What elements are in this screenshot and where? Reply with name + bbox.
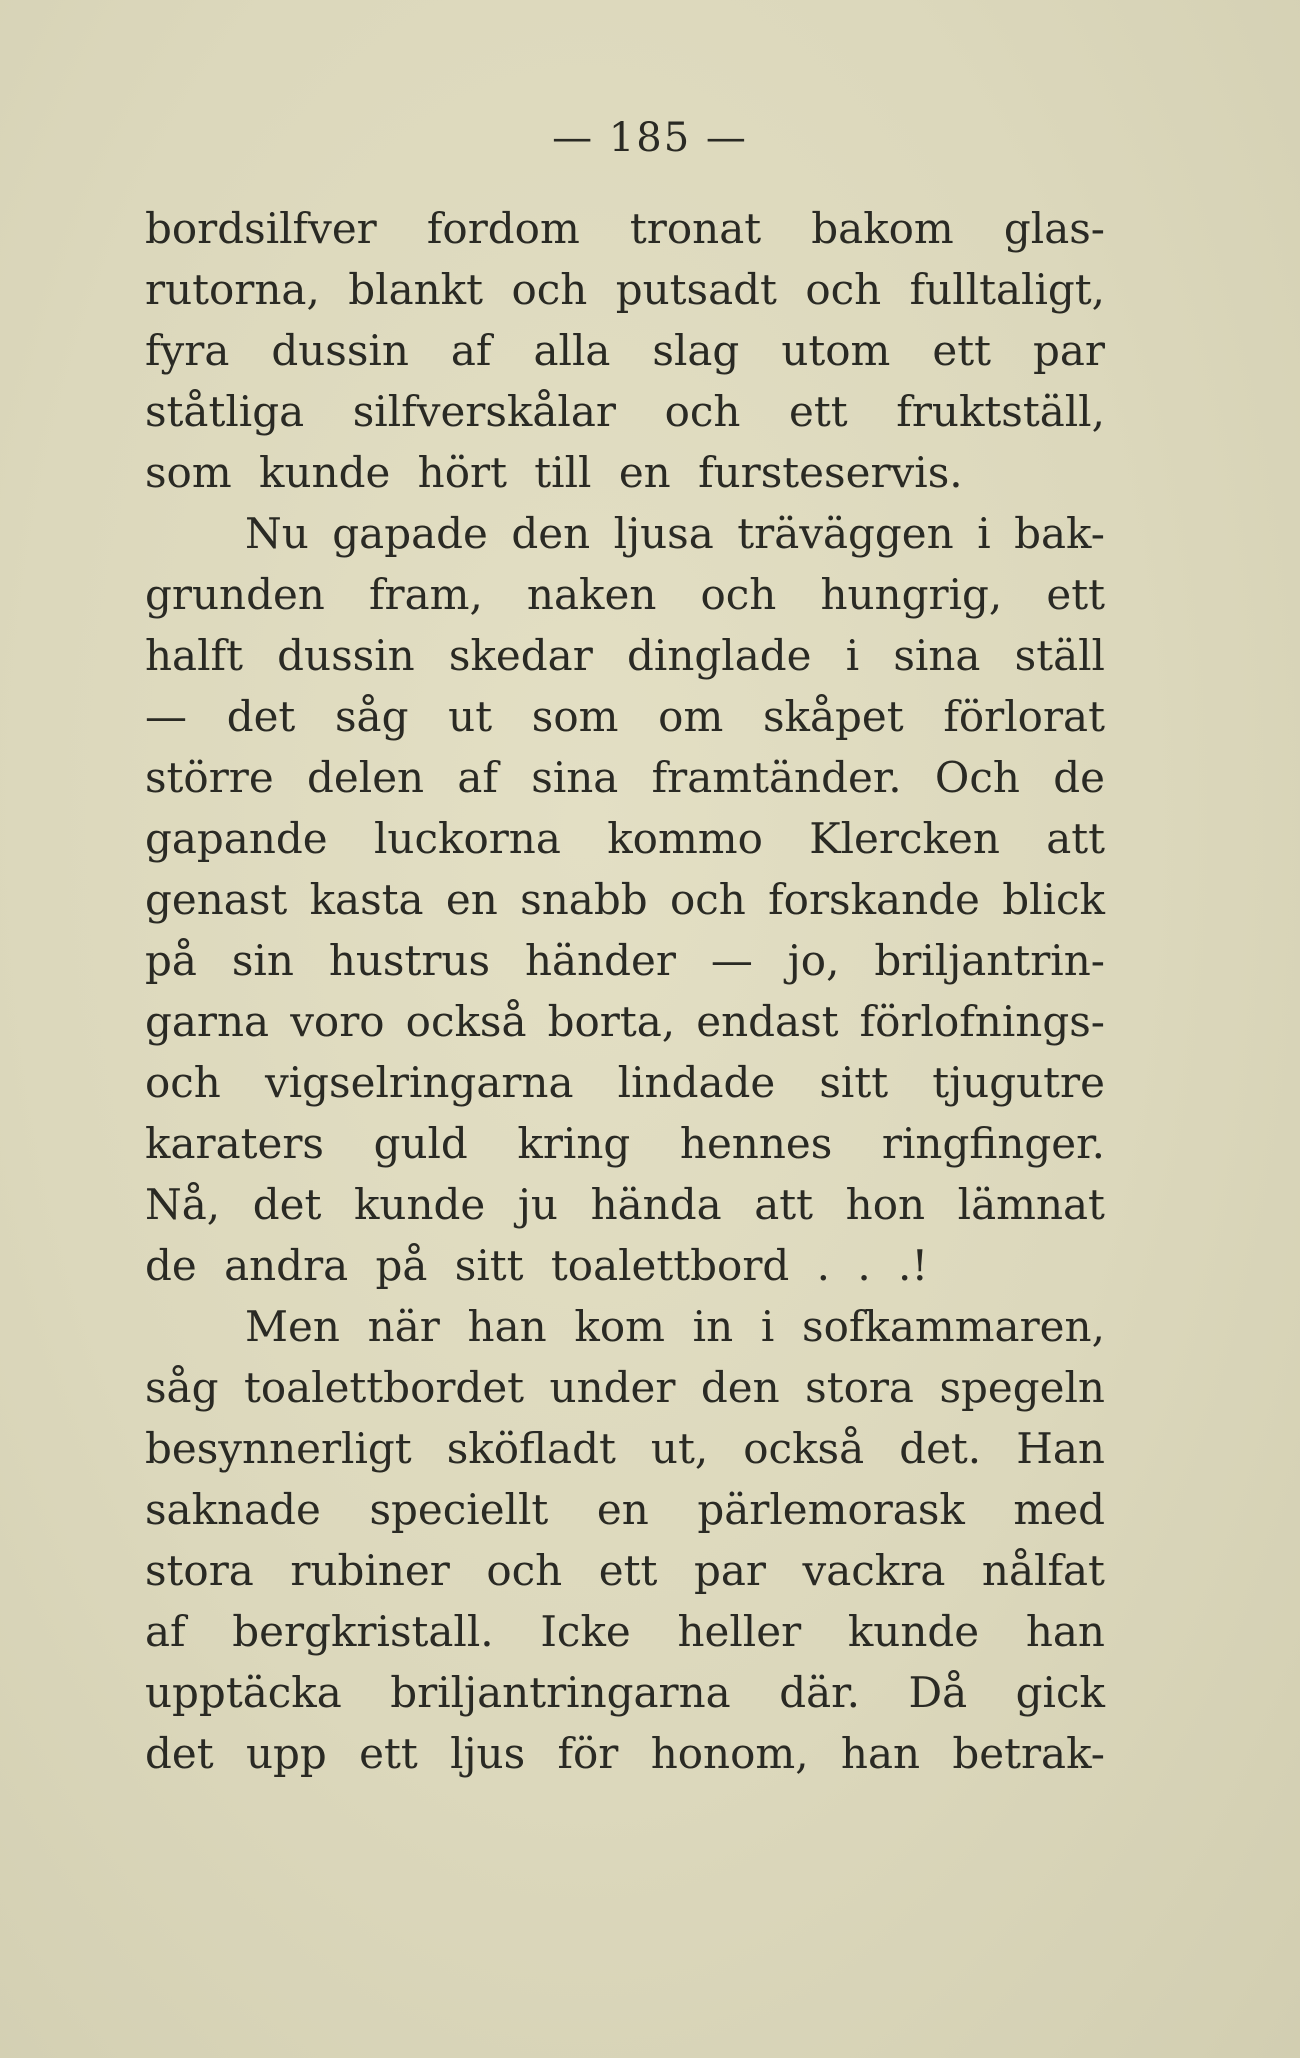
word: fordom [426,204,580,253]
word: och [145,1058,221,1107]
word: Icke [540,1607,631,1656]
word: dussin [271,326,409,375]
word: — [710,936,753,985]
word: som [531,692,619,741]
word: och [700,570,777,619]
text-line [145,1174,1105,1235]
word: en [445,875,498,924]
text-line [145,1113,1105,1174]
word: förlorat [943,692,1105,741]
word: voro [290,997,385,1046]
word: det [252,1180,322,1229]
word: endast [696,997,839,1046]
text-line [145,991,1105,1052]
word: ett [359,1729,418,1778]
word: ett [932,326,991,375]
text-line [145,381,1105,442]
word: ljusa [613,509,714,558]
word: af [450,326,492,375]
word: naken [526,570,657,619]
text-line [145,503,1105,564]
word: förlofnings- [859,997,1105,1046]
word: de [1053,753,1105,802]
word: den [700,1363,780,1412]
word: händer [524,936,676,985]
word: silfverskålar [352,387,616,436]
word: ett [1046,570,1105,619]
word: blankt [348,265,483,314]
word: sin [231,936,294,985]
text-line [145,564,1105,625]
word: om [658,692,724,741]
word: grunden [145,570,325,619]
word: ståtliga [145,387,305,436]
word: ut [448,692,493,741]
word: forskande [768,875,980,924]
text-line [145,625,1105,686]
word: det. [899,1424,982,1473]
word: hända [590,1180,722,1229]
word: kring [517,1119,631,1168]
word: briljantrin- [874,936,1105,985]
word: och [486,1546,563,1595]
word: där. [779,1668,860,1717]
word: Och [934,753,1020,802]
word: fulltaligt, [909,265,1105,314]
word: ju [517,1180,558,1229]
word: vigselringarna [264,1058,574,1107]
text-line [145,1723,1105,1784]
word: Nu [245,509,309,558]
word: och [805,265,882,314]
word: framtänder. [651,753,902,802]
word: i [760,1302,775,1351]
word: sina [893,631,981,680]
word: bak- [1014,509,1105,558]
text-line [145,1235,1105,1296]
text-line [145,1357,1105,1418]
word: skedar [448,631,593,680]
word: vackra [802,1546,946,1595]
word: hungrig, [820,570,1003,619]
word: stora [805,1363,914,1412]
word: slag [652,326,740,375]
word: Klercken [809,814,1000,863]
text-line [145,198,1105,259]
text-line [145,1296,1105,1357]
word: ställ [1014,631,1105,680]
word: när [367,1302,440,1351]
word: gapande [145,814,328,863]
word: hennes [679,1119,833,1168]
word: bakom [811,204,954,253]
word: snabb [520,875,648,924]
word: halft [145,631,243,680]
word: han [467,1302,547,1351]
word: jo, [787,936,840,985]
word: att [1046,814,1105,863]
word: han [840,1729,921,1778]
word: delen [307,753,425,802]
word: på [145,936,197,985]
word: luckorna [373,814,561,863]
word: sitt [819,1058,889,1107]
word: såg [335,692,409,741]
word: rubiner [290,1546,450,1595]
word: bordsilfver [145,204,377,253]
text-line [145,686,1105,747]
word: och [669,875,746,924]
word: in [692,1302,734,1351]
word: — [145,692,187,741]
word: för [557,1729,619,1778]
word: hustrus [328,936,491,985]
word: utom [781,326,891,375]
word: Men [245,1302,340,1351]
word: det [145,1729,214,1778]
word: besynnerligt [145,1424,412,1473]
text-line [145,442,1105,503]
word: i [845,631,860,680]
text-line [145,747,1105,808]
word: tjugutre [932,1058,1105,1107]
word: Han [1016,1424,1105,1473]
text-line-content: de andra på sitt toalettbord . . .! [145,1241,929,1290]
word: bergkristall. [232,1607,494,1656]
word: lämnat [957,1180,1105,1229]
word: karaters [145,1119,324,1168]
word: upptäcka [145,1668,342,1717]
word: af [145,1607,186,1656]
word: speciellt [369,1485,549,1534]
word: kunde [353,1180,486,1229]
word: träväggen [737,509,954,558]
word: gick [1015,1668,1105,1717]
word: dinglade [627,631,812,680]
word: nålfat [981,1546,1105,1595]
word: pärlemorask [697,1485,965,1534]
word: en [596,1485,649,1534]
word: ringfinger. [881,1119,1105,1168]
word: den [511,509,591,558]
text-line [145,1479,1105,1540]
word: hon [845,1180,926,1229]
word: betrak- [952,1729,1105,1778]
text-line [145,1052,1105,1113]
word: Då [908,1668,968,1717]
word: ut, [650,1424,709,1473]
word: ett [598,1546,658,1595]
word: sofkammaren, [802,1302,1105,1351]
word: större [145,753,274,802]
word: tronat [629,204,762,253]
word: också [743,1424,865,1473]
text-line [145,320,1105,381]
word: under [549,1363,676,1412]
word: blick [1002,875,1105,924]
word: med [1013,1485,1105,1534]
word: det [226,692,296,741]
word: fruktställ, [896,387,1105,436]
word: kom [574,1302,665,1351]
word: också [405,997,527,1046]
text-line [145,930,1105,991]
word: af [457,753,498,802]
word: och [511,265,588,314]
text-line [145,1540,1105,1601]
word: i [977,509,991,558]
page-number-header: — 185 — [552,115,748,161]
text-line [145,1662,1105,1723]
text-line [145,869,1105,930]
word: toalettbordet [243,1363,525,1412]
word: kunde [847,1607,980,1656]
word: ett [789,387,848,436]
word: garna [145,997,270,1046]
word: ljus [450,1729,526,1778]
word: par [1032,326,1105,375]
word: putsadt [615,265,777,314]
word: kasta [309,875,424,924]
word: stora [145,1546,254,1595]
body-text [145,198,1105,1784]
word: genast [145,875,288,924]
word: guld [373,1119,468,1168]
word: lindade [617,1058,776,1107]
word: honom, [650,1729,809,1778]
word: alla [533,326,611,375]
word: saknade [145,1485,321,1534]
word: sina [531,753,619,802]
word: dussin [277,631,415,680]
word: såg [145,1363,219,1412]
word: heller [677,1607,802,1656]
word: glas- [1003,204,1105,253]
word: borta, [547,997,676,1046]
word: kommo [607,814,763,863]
word: att [754,1180,814,1229]
word: sköfladt [446,1424,616,1473]
text-line [145,1418,1105,1479]
word: spegeln [939,1363,1105,1412]
text-line [145,808,1105,869]
word: han [1025,1607,1105,1656]
text-line-content: som kunde hört till en fursteservis. [145,448,963,497]
word: skåpet [762,692,904,741]
word: fyra [145,326,230,375]
word: rutorna, [145,265,320,314]
word: briljantringarna [390,1668,731,1717]
word: och [664,387,741,436]
word: gapade [332,509,488,558]
word: upp [245,1729,327,1778]
word: fram, [368,570,483,619]
text-line [145,259,1105,320]
text-line [145,1601,1105,1662]
word: Nå, [145,1180,221,1229]
word: par [693,1546,766,1595]
